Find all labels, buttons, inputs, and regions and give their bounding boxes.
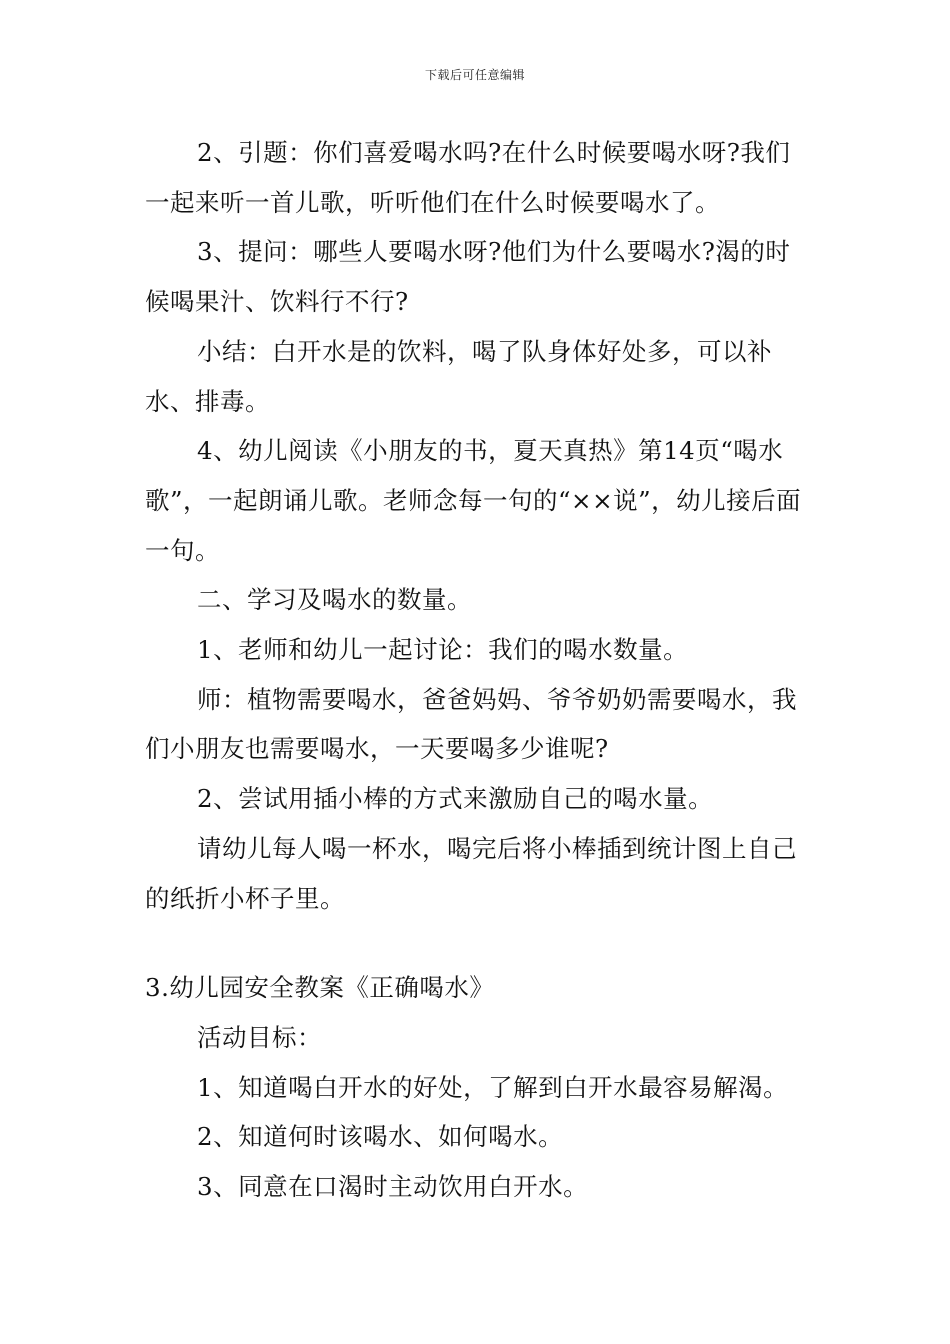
paragraph-intro-question: 2、引题：你们喜爱喝水吗?在什么时候要喝水呀?我们一起来听一首儿歌，听听他们在什么时候要喝水了。 <box>145 138 791 217</box>
section-objective-item: 2、知道何时该喝水、如何喝水。 <box>197 1122 564 1152</box>
document-body <box>145 128 810 1212</box>
paragraph-discussion: 1、老师和幼儿一起讨论：我们的喝水数量。 <box>197 635 689 665</box>
paragraph-drink-instruction: 请幼儿每人喝一杯水，喝完后将小棒插到统计图上自己的纸折小杯子里。 <box>145 833 797 913</box>
page-header-note: 下载后可任意编辑 <box>424 68 525 82</box>
paragraph-ask-question: 3、提问：哪些人要喝水呀?他们为什么要喝水?渴的时候喝果汁、饮料行不行? <box>145 237 791 317</box>
paragraph-summary: 小结：白开水是的饮料，喝了队身体好处多，可以补水、排毒。 <box>145 336 772 416</box>
paragraph-teacher-dialogue: 师：植物需要喝水，爸爸妈妈、爷爷奶奶需要喝水，我们小朋友也需要喝水，一天要喝多少谁呢? <box>145 684 797 764</box>
section-spacer <box>145 923 810 963</box>
section-title: 3.幼儿园安全教案《正确喝水》 <box>145 973 495 1003</box>
paragraph-part-two-heading: 二、学习及喝水的数量。 <box>197 585 472 615</box>
section-objective-item: 3、同意在口渴时主动饮用白开水。 <box>197 1172 589 1202</box>
section-objectives-heading: 活动目标： <box>197 1022 322 1052</box>
section-objective-item: 1、知道喝白开水的好处，了解到白开水最容易解渴。 <box>197 1072 789 1102</box>
paragraph-reading: 4、幼儿阅读《小朋友的书，夏天真热》第14页“喝水歌”，一起朗诵儿歌。老师念每一句的“××说”，幼儿接后面一句。 <box>145 436 802 565</box>
paragraph-try-sticks: 2、尝试用插小棒的方式来激励自己的喝水量。 <box>197 784 714 814</box>
